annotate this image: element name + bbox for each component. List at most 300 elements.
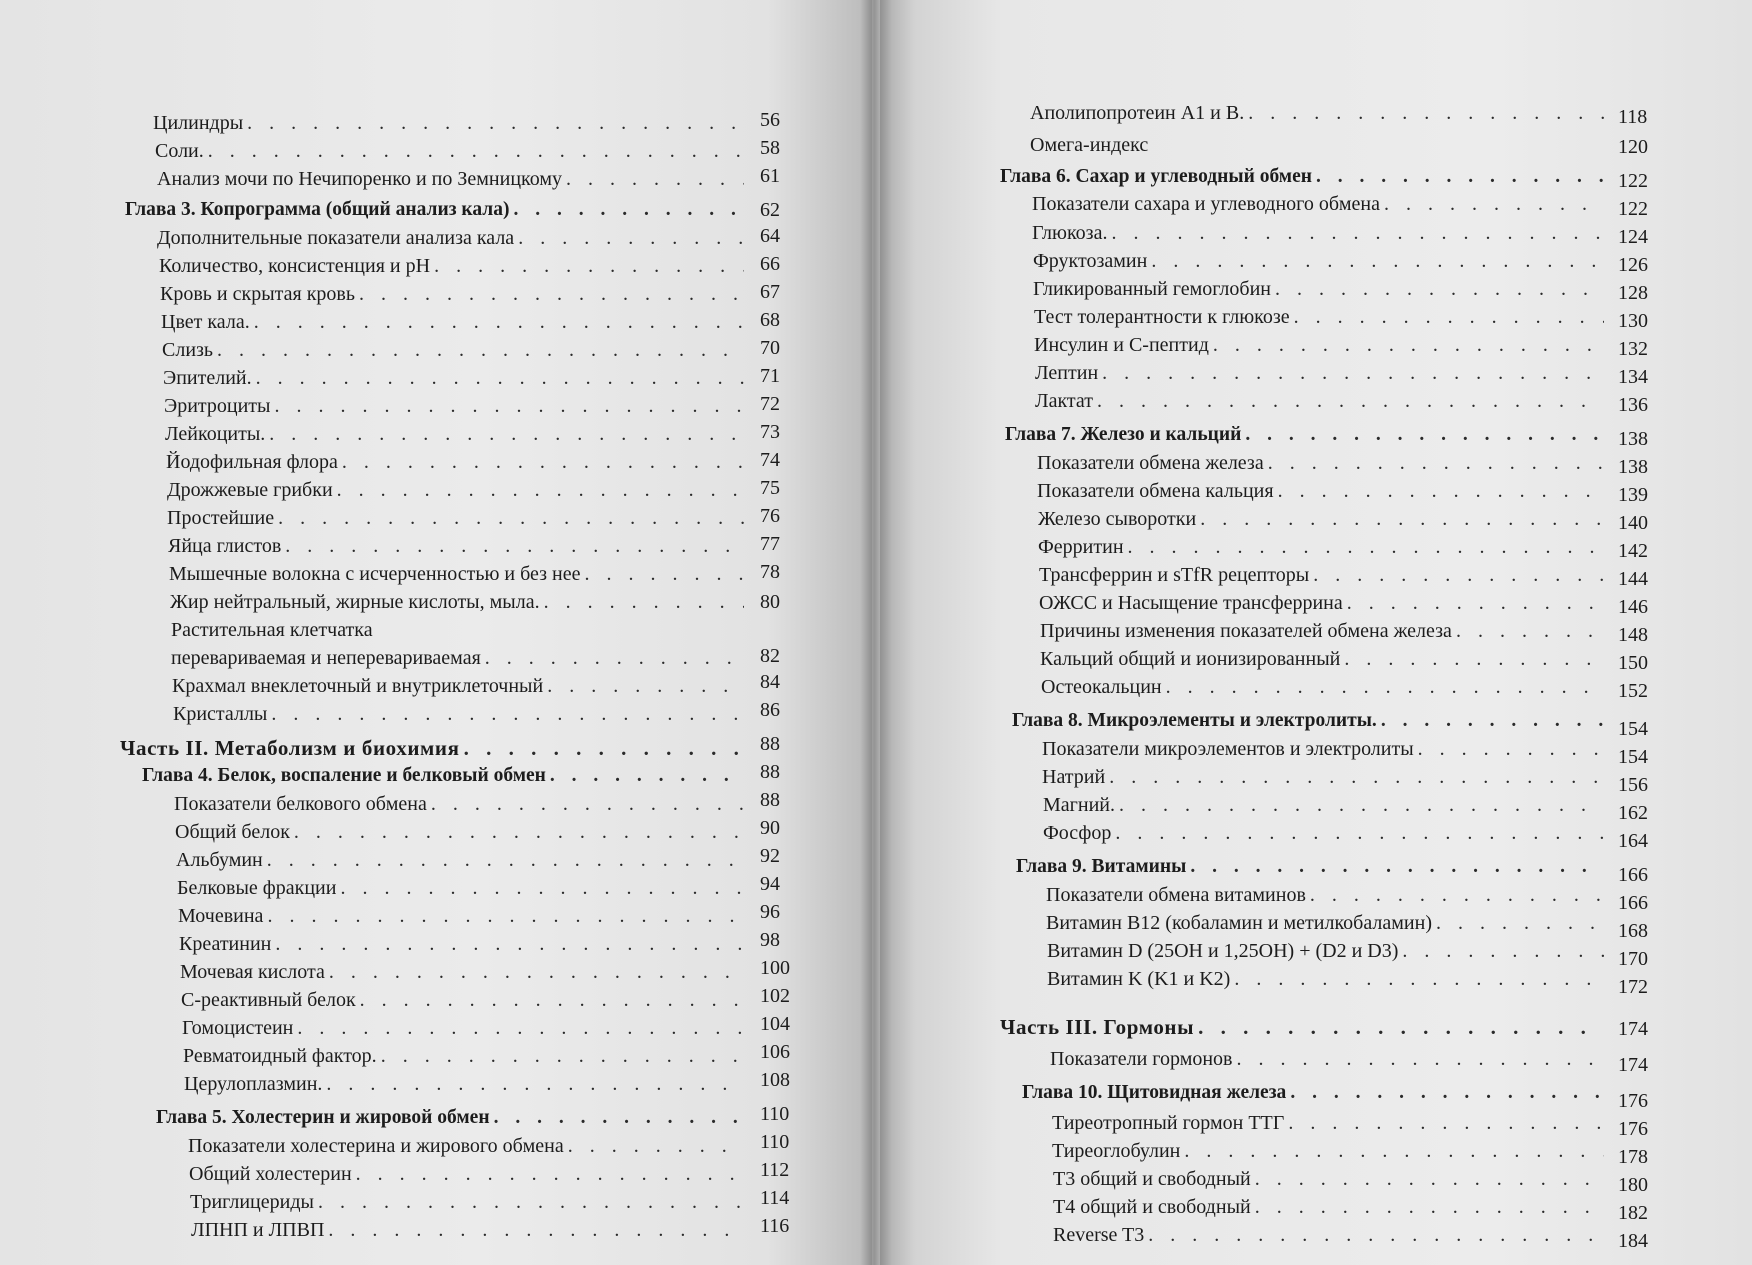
toc-entry-label: Т3 общий и свободный <box>1053 1168 1251 1190</box>
toc-entry <box>188 1133 748 1159</box>
book-gutter <box>860 0 892 1265</box>
toc-entry <box>166 449 748 475</box>
toc-chapter-entry <box>1016 854 1608 880</box>
toc-entry <box>1037 478 1608 504</box>
toc-entry-label: Простейшие <box>167 507 275 529</box>
toc-entry-label: Фосфор <box>1043 822 1112 844</box>
toc-part-entry <box>1000 1014 1608 1040</box>
toc-entry-label: Крахмал внеклеточный и внутриклеточный <box>172 675 544 697</box>
toc-entry <box>1039 562 1608 588</box>
toc-entry-label: Т4 общий и свободный <box>1053 1196 1251 1218</box>
toc-page-number: 76 <box>760 505 780 527</box>
toc-page-number: 72 <box>760 393 780 415</box>
dot-leader <box>434 253 744 279</box>
dot-leader <box>1290 1080 1604 1106</box>
toc-entry-label: Показатели гормонов <box>1050 1048 1233 1070</box>
dot-leader <box>267 903 744 929</box>
toc-chapter-entry <box>125 197 748 223</box>
toc-page-number: 74 <box>760 449 780 471</box>
dot-leader <box>1268 450 1604 476</box>
toc-page-number: 100 <box>760 957 790 979</box>
dot-leader <box>1128 534 1604 560</box>
toc-page-number: 182 <box>1618 1202 1648 1224</box>
toc-entry-label: Глава 3. Копрограмма (общий анализ кала) <box>125 199 510 220</box>
toc-entry <box>160 281 748 307</box>
toc-entry-label: Reverse T3 <box>1053 1224 1145 1246</box>
dot-leader <box>1381 708 1604 734</box>
dot-leader <box>1115 820 1604 846</box>
toc-page-number: 162 <box>1618 802 1648 824</box>
dot-leader <box>247 110 744 136</box>
toc-entry <box>184 1071 748 1097</box>
toc-page-number: 136 <box>1618 394 1648 416</box>
toc-page-number: 80 <box>760 591 780 613</box>
dot-leader <box>1119 792 1604 818</box>
toc-chapter-entry <box>156 1105 748 1131</box>
dot-leader <box>1255 1194 1604 1220</box>
dot-leader <box>494 1105 744 1131</box>
toc-page-number: 84 <box>760 671 780 693</box>
toc-page-number: 128 <box>1618 282 1648 304</box>
toc-entry-label: Эритроциты <box>164 395 271 417</box>
dot-leader <box>217 337 744 363</box>
dot-leader <box>274 393 744 419</box>
toc-entry-label: Железо сыворотки <box>1038 508 1197 530</box>
toc-entry <box>168 533 748 559</box>
toc-entry-label: Эпителий. <box>163 367 252 389</box>
dot-leader <box>278 505 744 531</box>
dot-leader <box>1310 882 1604 908</box>
toc-entry-label: Мышечные волокна с исчерченностью и без нее <box>169 563 581 585</box>
left-toc <box>0 0 872 1265</box>
toc-entry-label: Фруктозамин <box>1033 250 1148 272</box>
toc-entry <box>1030 132 1608 158</box>
toc-chapter-entry <box>1012 708 1608 734</box>
dot-leader <box>326 1071 744 1097</box>
dot-leader <box>340 875 744 901</box>
toc-page-number: 118 <box>1618 106 1648 128</box>
left-page <box>0 0 872 1265</box>
toc-page-number: 82 <box>760 645 780 667</box>
toc-page-number: 152 <box>1618 680 1648 702</box>
toc-page-number: 138 <box>1618 428 1648 450</box>
toc-entry <box>175 819 748 845</box>
toc-page-number: 88 <box>760 761 780 783</box>
toc-page-number: 110 <box>760 1131 790 1153</box>
toc-entry <box>1032 220 1608 246</box>
toc-entry <box>163 365 748 391</box>
toc-entry <box>179 931 748 957</box>
toc-page-number: 126 <box>1618 254 1648 276</box>
toc-entry <box>173 701 748 727</box>
toc-entry-label: Цилиндры <box>153 112 244 134</box>
dot-leader <box>329 959 744 985</box>
toc-entry-label: Омега-индекс <box>1030 134 1149 156</box>
toc-entry <box>171 617 748 643</box>
toc-page-number: 94 <box>760 873 780 895</box>
toc-entry <box>169 561 748 587</box>
toc-entry <box>1038 534 1608 560</box>
toc-page-number: 124 <box>1618 226 1648 248</box>
toc-entry-label: Ферритин <box>1038 536 1124 558</box>
toc-entry <box>1050 1046 1608 1072</box>
toc-page-number: 134 <box>1618 366 1648 388</box>
toc-entry <box>1052 1138 1608 1164</box>
dot-leader <box>1347 590 1604 616</box>
toc-entry-label: Показатели белкового обмена <box>174 793 427 815</box>
toc-entry <box>161 309 748 335</box>
dot-leader <box>1102 360 1604 386</box>
toc-entry <box>172 673 748 699</box>
toc-entry-label: Слизь <box>162 339 214 361</box>
toc-page-number: 154 <box>1618 746 1648 768</box>
toc-page-number: 139 <box>1618 484 1648 506</box>
dot-leader <box>359 281 744 307</box>
toc-entry-label: ОЖСС и Насыщение трансферрина <box>1039 592 1343 614</box>
dot-leader <box>342 449 744 475</box>
toc-entry-label: Йодофильная флора <box>166 451 338 473</box>
toc-page-number: 148 <box>1618 624 1648 646</box>
toc-entry <box>1046 882 1608 908</box>
toc-page-number: 88 <box>760 733 780 755</box>
toc-entry <box>174 791 748 817</box>
toc-page-number: 166 <box>1618 892 1648 914</box>
toc-entry-label: Показатели обмена железа <box>1037 452 1264 474</box>
toc-page-number: 114 <box>760 1187 790 1209</box>
toc-entry-label: Растительная клетчатка <box>171 619 373 641</box>
toc-page-number: 58 <box>760 137 780 159</box>
dot-leader <box>1294 304 1604 330</box>
dot-leader <box>1436 910 1604 936</box>
toc-entry <box>1043 820 1608 846</box>
toc-page-number: 156 <box>1618 774 1648 796</box>
toc-entry <box>1038 506 1608 532</box>
toc-page-number: 73 <box>760 421 780 443</box>
dot-leader <box>1198 1014 1604 1040</box>
toc-page-number: 90 <box>760 817 780 839</box>
toc-page-number: 132 <box>1618 338 1648 360</box>
toc-entry-label: Креатинин <box>179 933 272 955</box>
dot-leader <box>1148 1222 1604 1248</box>
toc-entry <box>183 1043 748 1069</box>
dot-leader <box>356 1161 744 1187</box>
dot-leader <box>550 763 744 789</box>
toc-entry-label: Кровь и скрытая кровь <box>160 283 355 305</box>
toc-entry <box>1030 100 1608 126</box>
toc-page-number: 96 <box>760 901 780 923</box>
toc-page-number: 176 <box>1618 1118 1648 1140</box>
toc-entry-label: Витамин D (25OH и 1,25OH) + (D2 и D3) <box>1047 940 1399 962</box>
dot-leader <box>1111 220 1604 246</box>
toc-page-number: 68 <box>760 309 780 331</box>
toc-entry <box>1040 646 1608 672</box>
toc-entry <box>1052 1110 1608 1136</box>
dot-leader <box>1402 938 1604 964</box>
dot-leader <box>256 365 744 391</box>
toc-entry <box>1042 736 1608 762</box>
toc-entry-label: Глава 5. Холестерин и жировой обмен <box>156 1107 490 1128</box>
toc-entry-label: Белковые фракции <box>177 877 337 899</box>
toc-page-number: 174 <box>1618 1054 1648 1076</box>
toc-entry <box>1042 764 1608 790</box>
toc-entry-label: Показатели обмена кальция <box>1037 480 1274 502</box>
toc-entry <box>153 110 748 136</box>
toc-entry-label: Аполипопротеин A1 и B. <box>1030 102 1245 124</box>
toc-page-number: 88 <box>760 789 780 811</box>
toc-page-number: 67 <box>760 281 780 303</box>
toc-page-number: 116 <box>760 1215 790 1237</box>
dot-leader <box>1418 736 1604 762</box>
toc-entry-label: Глава 10. Щитовидная железа <box>1022 1082 1287 1103</box>
dot-leader <box>381 1043 744 1069</box>
toc-entry-label: Лептин <box>1035 362 1099 384</box>
toc-entry <box>181 987 748 1013</box>
dot-leader <box>1384 191 1604 217</box>
toc-page-number: 176 <box>1618 1090 1648 1112</box>
toc-entry-label: Кальций общий и ионизированный <box>1040 648 1341 670</box>
dot-leader <box>360 987 744 1013</box>
toc-page-number: 78 <box>760 561 780 583</box>
toc-entry-label: С-реактивный белок <box>181 989 356 1011</box>
toc-entry <box>155 138 748 164</box>
toc-entry <box>1037 450 1608 476</box>
toc-entry <box>162 337 748 363</box>
dot-leader <box>1109 764 1604 790</box>
dot-leader <box>1184 1138 1604 1164</box>
toc-entry-label: Яйца глистов <box>168 535 282 557</box>
toc-entry-label: Глюкоза. <box>1032 222 1108 244</box>
dot-leader <box>485 645 744 671</box>
dot-leader <box>285 533 744 559</box>
toc-page-number: 71 <box>760 365 780 387</box>
toc-entry-label: Глава 9. Витамины <box>1016 856 1187 877</box>
toc-entry-label: Дополнительные показатели анализа кала <box>157 227 515 249</box>
toc-entry-label: Кристаллы <box>173 703 268 725</box>
toc-page-number: 178 <box>1618 1146 1648 1168</box>
dot-leader <box>544 589 744 615</box>
dot-leader <box>1166 674 1604 700</box>
dot-leader <box>1313 562 1604 588</box>
dot-leader <box>585 561 744 587</box>
toc-entry-label: Причины изменения показателей обмена железа <box>1040 620 1452 642</box>
dot-leader <box>1213 332 1604 358</box>
toc-entry-label: Глава 4. Белок, воспаление и белковый обмен <box>142 765 546 786</box>
toc-entry-label: Инсулин и С-пептид <box>1034 334 1209 356</box>
toc-entry <box>167 505 748 531</box>
dot-leader <box>254 309 744 335</box>
toc-page-number: 146 <box>1618 596 1648 618</box>
toc-entry-label: Дрожжевые грибки <box>167 479 333 501</box>
toc-entry <box>1046 910 1608 936</box>
dot-leader <box>1151 248 1604 274</box>
toc-entry <box>157 166 748 192</box>
toc-page-number: 56 <box>760 109 780 131</box>
toc-entry-label: Показатели обмена витаминов <box>1046 884 1306 906</box>
toc-entry <box>1034 332 1608 358</box>
dot-leader <box>1245 422 1604 448</box>
toc-page-number: 112 <box>760 1159 790 1181</box>
toc-entry <box>189 1161 748 1187</box>
dot-leader <box>297 1015 744 1041</box>
toc-entry <box>1047 966 1608 992</box>
right-page <box>880 0 1752 1265</box>
toc-page-number: 174 <box>1618 1018 1648 1040</box>
dot-leader <box>431 791 744 817</box>
toc-page-number: 168 <box>1618 920 1648 942</box>
toc-entry <box>165 421 748 447</box>
toc-entry <box>190 1189 748 1215</box>
toc-entry-label: ЛПНП и ЛПВП <box>191 1219 325 1241</box>
toc-page-number: 180 <box>1618 1174 1648 1196</box>
toc-entry <box>1035 388 1608 414</box>
toc-page-number: 86 <box>760 699 780 721</box>
dot-leader <box>518 225 744 251</box>
toc-entry-label: Цвет кала. <box>161 311 250 333</box>
dot-leader <box>267 847 744 873</box>
dot-leader <box>208 138 744 164</box>
toc-entry-label: Мочевина <box>178 905 264 927</box>
toc-entry-label: Альбумин <box>176 849 263 871</box>
dot-leader <box>1316 164 1604 190</box>
toc-entry-label: Гликированный гемоглобин <box>1033 278 1271 300</box>
toc-entry <box>1053 1222 1608 1248</box>
toc-entry-label: Витамин B12 (кобаламин и метилкобаламин) <box>1046 912 1432 934</box>
toc-entry <box>170 589 748 615</box>
toc-entry-label: Показатели сахара и углеводного обмена <box>1032 193 1380 215</box>
toc-entry-label: Ревматоидный фактор. <box>183 1045 377 1067</box>
toc-entry-label: Остеокальцин <box>1041 676 1162 698</box>
toc-page-number: 106 <box>760 1041 790 1063</box>
dot-leader <box>568 1133 744 1159</box>
dot-leader <box>328 1217 744 1243</box>
toc-entry-label: Показатели микроэлементов и электролиты <box>1042 738 1414 760</box>
toc-entry <box>177 875 748 901</box>
dot-leader <box>1255 1166 1604 1192</box>
dot-leader <box>1248 100 1604 126</box>
toc-entry-label: Анализ мочи по Нечипоренко и по Земницкому <box>157 168 562 190</box>
toc-page-number: 172 <box>1618 976 1648 998</box>
toc-page-number: 70 <box>760 337 780 359</box>
toc-entry <box>178 903 748 929</box>
toc-entry <box>1033 276 1608 302</box>
toc-entry <box>1034 304 1608 330</box>
dot-leader <box>1278 478 1604 504</box>
dot-leader <box>275 931 744 957</box>
dot-leader <box>547 673 744 699</box>
toc-page-number: 122 <box>1618 198 1648 220</box>
toc-entry-label: Глава 7. Железо и кальций <box>1005 424 1242 445</box>
toc-entry-label: перевариваемая и неперевариваемая <box>171 647 481 669</box>
toc-entry <box>164 393 748 419</box>
toc-entry-label: Магний. <box>1043 794 1115 816</box>
toc-entry-label: Общий холестерин <box>189 1163 352 1185</box>
toc-entry <box>159 253 748 279</box>
toc-entry-label: Тест толерантности к глюкозе <box>1034 306 1290 328</box>
toc-page-number: 75 <box>760 477 780 499</box>
dot-leader <box>1456 618 1604 644</box>
toc-entry <box>182 1015 748 1041</box>
toc-entry-label: Глава 6. Сахар и углеводный обмен <box>1000 166 1312 187</box>
toc-page-number: 120 <box>1618 136 1648 158</box>
toc-entry <box>1053 1194 1608 1220</box>
toc-entry-label: Мочевая кислота <box>180 961 325 983</box>
toc-chapter-entry <box>142 763 748 789</box>
toc-entry <box>157 225 748 251</box>
dot-leader <box>337 477 744 503</box>
toc-entry-label: Жир нейтральный, жирные кислоты, мыла. <box>170 591 540 613</box>
toc-entry <box>1039 590 1608 616</box>
toc-entry <box>191 1217 748 1243</box>
toc-entry <box>1047 938 1608 964</box>
toc-entry <box>1035 360 1608 386</box>
toc-page-number: 122 <box>1618 170 1648 192</box>
dot-leader <box>1200 506 1604 532</box>
toc-page-number: 142 <box>1618 540 1648 562</box>
dot-leader <box>566 166 744 192</box>
toc-page-number: 66 <box>760 253 780 275</box>
dot-leader <box>464 735 744 761</box>
toc-entry-label: Часть II. Метаболизм и биохимия <box>120 736 460 760</box>
toc-entry <box>1053 1166 1608 1192</box>
toc-entry-label: Витамин K (K1 и K2) <box>1047 968 1231 990</box>
toc-entry-label: Натрий <box>1042 766 1106 788</box>
toc-page-number: 130 <box>1618 310 1648 332</box>
toc-entry-label: Триглицериды <box>190 1191 314 1213</box>
toc-entry-label: Тиреотропный гормон ТТГ <box>1052 1112 1285 1134</box>
toc-entry-label: Количество, консистенция и pH <box>159 255 431 277</box>
dot-leader <box>1190 854 1604 880</box>
dot-leader <box>1234 966 1604 992</box>
toc-entry <box>180 959 748 985</box>
toc-page-number: 150 <box>1618 652 1648 674</box>
dot-leader <box>1237 1046 1605 1072</box>
toc-page-number: 170 <box>1618 948 1648 970</box>
toc-page-number: 108 <box>760 1069 790 1091</box>
toc-entry <box>1040 618 1608 644</box>
toc-page-number: 184 <box>1618 1230 1648 1252</box>
toc-entry <box>176 847 748 873</box>
dot-leader <box>294 819 744 845</box>
dot-leader <box>1275 276 1604 302</box>
toc-entry-label: Церулоплазмин. <box>184 1073 323 1095</box>
toc-entry <box>167 477 748 503</box>
toc-page-number: 166 <box>1618 864 1648 886</box>
toc-page-number: 154 <box>1618 718 1648 740</box>
toc-page-number: 102 <box>760 985 790 1007</box>
toc-page-number: 144 <box>1618 568 1648 590</box>
toc-entry-label: Показатели холестерина и жирового обмена <box>188 1135 564 1157</box>
toc-part-entry <box>120 735 748 761</box>
dot-leader <box>1097 388 1604 414</box>
toc-page-number: 61 <box>760 165 780 187</box>
toc-page-number: 164 <box>1618 830 1648 852</box>
toc-entry-label: Тиреоглобулин <box>1052 1140 1181 1162</box>
toc-entry-label: Общий белок <box>175 821 290 843</box>
dot-leader <box>269 421 744 447</box>
toc-page-number: 92 <box>760 845 780 867</box>
toc-entry <box>171 645 748 671</box>
toc-chapter-entry <box>1022 1080 1608 1106</box>
dot-leader <box>1288 1110 1604 1136</box>
toc-page-number: 77 <box>760 533 780 555</box>
dot-leader <box>513 197 744 223</box>
toc-page-number: 110 <box>760 1103 790 1125</box>
toc-entry-label: Соли. <box>155 140 204 162</box>
toc-entry-label: Глава 8. Микроэлементы и электролиты. <box>1012 710 1377 731</box>
dot-leader <box>271 701 744 727</box>
toc-entry-label: Трансферрин и sTfR рецепторы <box>1039 564 1310 586</box>
toc-entry-label: Гомоцистеин <box>182 1017 294 1039</box>
